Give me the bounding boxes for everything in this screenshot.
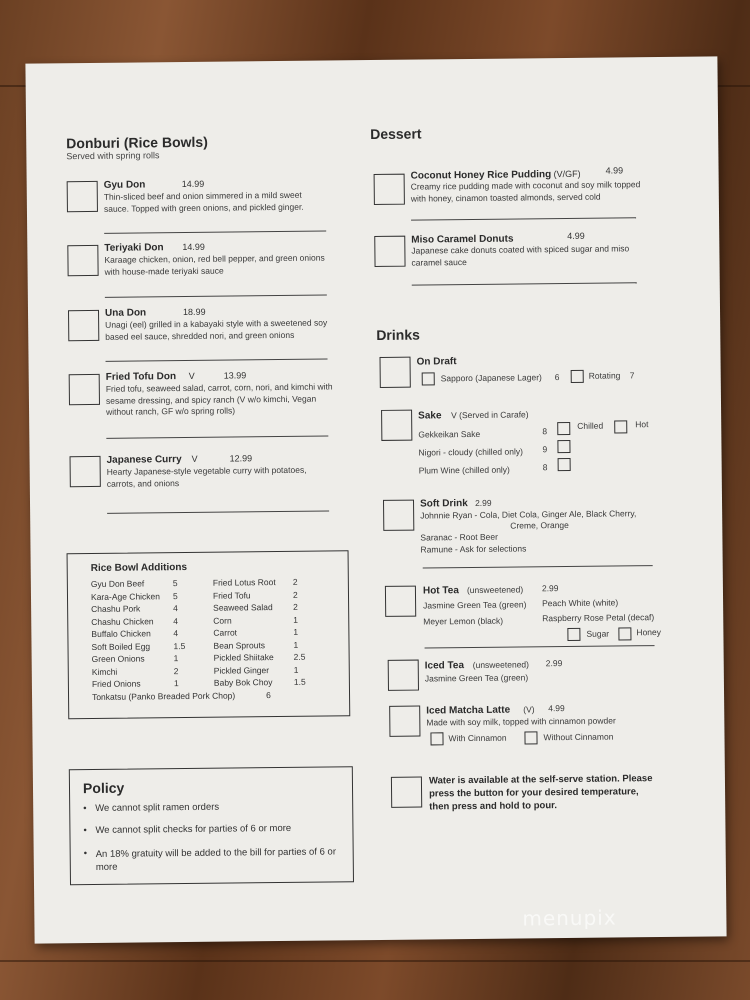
rotating-checkbox[interactable] <box>571 370 584 383</box>
matcha-price: 4.99 <box>548 703 565 714</box>
addition-price: 1 <box>173 678 179 689</box>
sapporo-label: Sapporo (Japanese Lager) <box>440 372 542 384</box>
matcha-desc: Made with soy milk, topped with cinnamon powder <box>426 715 616 728</box>
chilled-label: Chilled <box>577 420 604 431</box>
policy-item: We cannot split checks for parties of 6 or more <box>95 822 292 836</box>
addition-price: 5 <box>172 590 178 601</box>
soft-drink-rule <box>423 565 653 568</box>
japanese-curry-name: Japanese Curry <box>106 454 182 466</box>
matcha-name: Iced Matcha Latte <box>426 704 511 717</box>
soft-drink-checkbox[interactable] <box>383 500 414 531</box>
addition-name: Soft Boiled Egg <box>91 640 151 652</box>
coconut-pudding-line <box>411 217 636 220</box>
honey-checkbox[interactable] <box>618 627 631 640</box>
miso-donuts-price: 4.99 <box>567 230 585 241</box>
sake-option: Plum Wine (chilled only) <box>418 464 510 476</box>
coconut-pudding-checkbox[interactable] <box>374 174 405 205</box>
addition-name: Corn <box>213 615 232 626</box>
addition-price: 4 <box>173 603 178 614</box>
addition-name: Chashu Chicken <box>91 615 154 627</box>
addition-name: Pickled Shiitake <box>213 652 274 663</box>
chilled-checkbox[interactable] <box>557 422 570 435</box>
addition-name: Seaweed Salad <box>213 602 273 613</box>
addition-name: Fried Tofu <box>212 589 251 601</box>
fried-tofu-don-line <box>106 435 328 438</box>
sake-name: Sake <box>418 410 442 422</box>
hot-tea-checkbox[interactable] <box>385 586 416 617</box>
sake-checkbox[interactable] <box>381 410 412 441</box>
bullet-icon: • <box>83 848 88 860</box>
hot-tea-option: Raspberry Rose Petal (decaf) <box>542 612 655 624</box>
donburi-title: Donburi (Rice Bowls) <box>66 133 208 152</box>
teriyaki-don-desc: Karaage chicken, onion, red bell pepper, and green onions with house-made teriyaki sauce <box>104 252 325 277</box>
addition-price: 2 <box>173 665 179 676</box>
addition-name: Fried Onions <box>91 678 141 689</box>
hot-tea-name: Hot Tea <box>422 585 459 597</box>
with-cinnamon-label: With Cinnamon <box>448 732 507 744</box>
water-checkbox[interactable] <box>391 777 422 808</box>
bullet-icon: • <box>83 803 87 815</box>
hot-tea-option: Peach White (white) <box>542 597 619 609</box>
addition-price: 2.5 <box>293 651 306 662</box>
hot-label: Hot <box>635 419 649 430</box>
additions-title: Rice Bowl Additions <box>90 561 188 574</box>
gyu-don-desc: Thin-sliced beef and onion simmered in a mild sweet sauce. Topped with green onions, and pickled ginger. <box>103 189 304 214</box>
una-don-price: 18.99 <box>182 306 206 318</box>
addition-price: 1.5 <box>173 640 186 651</box>
japanese-curry-price: 12.99 <box>229 453 253 464</box>
addition-price: 1 <box>293 639 299 650</box>
japanese-curry-desc: Hearty Japanese-style vegetable curry with potatoes, carrots, and onions <box>106 464 307 489</box>
menupix-watermark: menupix <box>522 905 617 931</box>
sake-option: Nigori - cloudy (chilled only) <box>418 446 523 458</box>
addition-name: Pickled Ginger <box>213 664 270 676</box>
water-note: press the button for your desired temperature, <box>429 786 639 800</box>
policy-title: Policy <box>82 779 125 797</box>
miso-donuts-line <box>412 282 637 285</box>
gyu-don-name: Gyu Don <box>103 179 146 191</box>
japanese-curry-line <box>107 510 329 513</box>
teriyaki-don-name: Teriyaki Don <box>104 242 164 254</box>
addition-price: 2 <box>293 601 298 612</box>
addition-name: Carrot <box>213 627 238 638</box>
addition-price: 1 <box>173 653 179 664</box>
miso-donuts-desc: Japanese cake donuts coated with spiced sugar and miso caramel sauce <box>411 243 630 268</box>
teriyaki-don-line <box>105 295 327 298</box>
gyu-don-checkbox[interactable] <box>67 181 98 212</box>
sugar-checkbox[interactable] <box>567 628 580 641</box>
addition-price: 6 <box>265 689 271 700</box>
teriyaki-don-price: 14.99 <box>182 241 205 253</box>
addition-price: 4 <box>173 628 179 639</box>
addition-name: Green Onions <box>91 653 145 664</box>
without-cinnamon-label: Without Cinnamon <box>543 731 614 743</box>
sake-option: Gekkeikan Sake <box>418 428 481 440</box>
sake-price: 8 <box>542 462 548 473</box>
una-don-checkbox[interactable] <box>68 310 99 341</box>
iced-tea-note: (unsweetened) <box>472 659 530 670</box>
sake-price: 8 <box>542 426 548 437</box>
bullet-icon: • <box>83 825 87 837</box>
sugar-label: Sugar <box>586 628 610 639</box>
drinks-title: Drinks <box>376 326 420 343</box>
coconut-pudding-price: 4.99 <box>605 165 624 176</box>
fried-tofu-don-tag: V <box>188 370 195 381</box>
soft-drink-line: Johnnie Ryan - Cola, Diet Cola, Ginger Ale, Black Cherry, <box>420 508 637 521</box>
addition-name: Buffalo Chicken <box>91 628 151 639</box>
rotating-label: Rotating <box>588 370 621 381</box>
fried-tofu-don-checkbox[interactable] <box>69 374 100 405</box>
hot-tea-price: 2.99 <box>541 583 559 594</box>
sapporo-checkbox[interactable] <box>422 372 435 385</box>
water-note: then press and hold to pour. <box>429 800 558 813</box>
iced-tea-checkbox[interactable] <box>388 660 419 691</box>
coconut-pudding-tag: (V/GF) <box>553 168 581 180</box>
addition-name: Bean Sprouts <box>213 639 266 651</box>
addition-name: Fried Lotus Root <box>212 577 276 588</box>
gyu-don-price: 14.99 <box>181 178 205 190</box>
hot-tea-note: (unsweetened) <box>466 584 524 596</box>
iced-tea-name: Iced Tea <box>424 660 465 672</box>
water-note: Water is available at the self-serve station. Please <box>428 773 653 787</box>
miso-donuts-name: Miso Caramel Donuts <box>411 233 514 246</box>
rotating-price: 7 <box>629 370 635 381</box>
gyu-don-line <box>104 231 326 234</box>
hot-tea-option: Meyer Lemon (black) <box>423 615 504 627</box>
hot-tea-rule <box>425 645 655 648</box>
coconut-pudding-name: Coconut Honey Rice Pudding <box>410 169 552 182</box>
on-draft-checkbox[interactable] <box>380 357 411 388</box>
sake-note: V (Served in Carafe) <box>451 409 529 421</box>
addition-name: Chashu Pork <box>91 603 141 614</box>
sake-price: 9 <box>542 444 548 455</box>
addition-name: Tonkatsu (Panko Breaded Pork Chop) <box>91 689 236 702</box>
with-cinnamon-checkbox[interactable] <box>430 732 443 745</box>
miso-donuts-checkbox[interactable] <box>374 236 405 267</box>
addition-price: 2 <box>292 576 298 587</box>
plum-wine-checkbox[interactable] <box>558 458 571 471</box>
soft-drink-line: Saranac - Root Beer <box>420 531 498 543</box>
teriyaki-don-checkbox[interactable] <box>67 245 98 276</box>
iced-tea-price: 2.99 <box>545 658 563 669</box>
japanese-curry-checkbox[interactable] <box>70 456 101 487</box>
addition-price: 2 <box>292 589 298 600</box>
menu-sheet <box>25 56 726 943</box>
donburi-subtitle: Served with spring rolls <box>66 150 160 162</box>
fried-tofu-don-desc: Fried tofu, seaweed salad, carrot, corn, nori, and kimchi with sesame dressing, and spicy ranch (V w/o kimchi, Vegan without ranch, GF w/o spring rolls) <box>105 381 333 417</box>
una-don-name: Una Don <box>104 307 147 319</box>
iced-tea-option: Jasmine Green Tea (green) <box>424 672 529 684</box>
policy-item: An 18% gratuity will be added to the bill for parties of 6 or more <box>95 846 337 873</box>
soft-drink-line: Creme, Orange <box>510 519 569 531</box>
dessert-title: Dessert <box>370 125 422 143</box>
addition-name: Gyu Don Beef <box>90 578 145 589</box>
soft-drink-line: Ramune - Ask for selections <box>420 543 527 555</box>
addition-price: 1 <box>293 614 299 625</box>
nigori-checkbox[interactable] <box>557 440 570 453</box>
addition-price: 1 <box>293 664 299 675</box>
addition-price: 4 <box>173 615 179 626</box>
addition-price: 5 <box>172 578 178 589</box>
matcha-checkbox[interactable] <box>389 706 420 737</box>
addition-price: 1.5 <box>293 676 306 687</box>
addition-price: 1 <box>293 626 299 637</box>
soft-drink-price: 2.99 <box>474 497 492 508</box>
without-cinnamon-checkbox[interactable] <box>524 731 537 744</box>
addition-name: Kimchi <box>91 666 118 677</box>
fried-tofu-don-name: Fried Tofu Don <box>105 371 177 383</box>
coconut-pudding-desc: Creamy rice pudding made with coconut and soy milk topped with honey, cinamon toasted almonds, served cold <box>410 179 641 204</box>
honey-label: Honey <box>636 627 662 638</box>
hot-checkbox[interactable] <box>614 420 627 433</box>
addition-name: Kara-Age Chicken <box>90 590 161 602</box>
una-don-desc: Unagi (eel) grilled in a kabayaki style with a sweetened soy based eel sauce, shredded nori, and green onions <box>105 317 328 342</box>
japanese-curry-tag: V <box>191 453 198 464</box>
una-don-line <box>106 358 328 361</box>
soft-drink-name: Soft Drink <box>419 498 468 510</box>
on-draft-name: On Draft <box>416 356 457 368</box>
matcha-note: (V) <box>523 704 535 715</box>
sapporo-price: 6 <box>554 372 560 383</box>
addition-name: Baby Bok Choy <box>213 677 273 688</box>
fried-tofu-don-price: 13.99 <box>223 370 247 381</box>
hot-tea-option: Jasmine Green Tea (green) <box>423 599 527 611</box>
policy-item: We cannot split ramen orders <box>95 801 220 814</box>
